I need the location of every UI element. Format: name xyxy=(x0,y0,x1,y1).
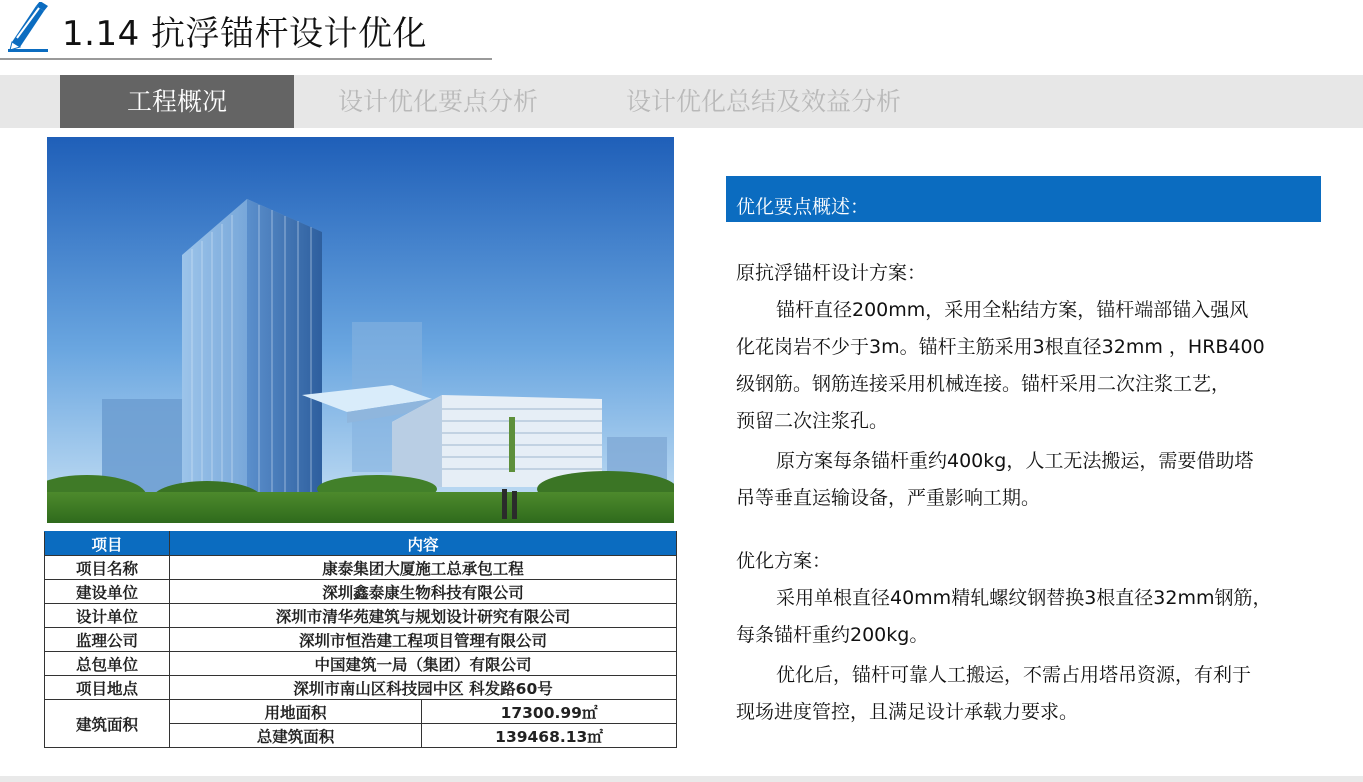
title-divider xyxy=(0,58,492,60)
area-item-value: 17300.99㎡ xyxy=(422,700,677,724)
row-label: 监理公司 xyxy=(45,628,170,652)
row-value: 深圳市南山区科技园中区 科发路60号 xyxy=(170,676,677,700)
table-row xyxy=(45,580,677,604)
row-label: 建设单位 xyxy=(45,580,170,604)
table-row xyxy=(45,676,677,700)
optimized-scheme-title: 优化方案： xyxy=(736,550,832,572)
paragraph-line: 吊等垂直运输设备，严重影响工期。 xyxy=(736,487,1041,509)
paragraph-line: 现场进度管控，且满足设计承载力要求。 xyxy=(736,701,1079,723)
paragraph-line: 每条锚杆重约200kg。 xyxy=(736,624,929,646)
area-item-name: 总建筑面积 xyxy=(170,724,422,748)
tab-optimization-analysis[interactable]: 设计优化要点分析 xyxy=(338,87,539,116)
tab-summary-benefits[interactable]: 设计优化总结及效益分析 xyxy=(626,87,902,116)
tab-project-overview[interactable]: 工程概况 xyxy=(60,75,294,128)
row-value: 中国建筑一局（集团）有限公司 xyxy=(170,652,677,676)
paragraph-line: 预留二次注浆孔。 xyxy=(736,410,889,432)
row-value: 康泰集团大厦施工总承包工程 xyxy=(170,556,677,580)
tab-bar xyxy=(0,75,1363,128)
table-header-row xyxy=(45,532,677,556)
table-header-item: 项目 xyxy=(45,532,170,556)
paragraph-line: 采用单根直径40mm精轧螺纹钢替换3根直径32mm钢筋， xyxy=(776,587,1272,609)
row-value: 深圳市清华苑建筑与规划设计研究有限公司 xyxy=(170,604,677,628)
row-label: 项目名称 xyxy=(45,556,170,580)
paragraph-line: 原方案每条锚杆重约400kg，人工无法搬运，需要借助塔 xyxy=(776,450,1254,472)
footer-divider xyxy=(0,776,1363,782)
row-label: 设计单位 xyxy=(45,604,170,628)
table-header-content: 内容 xyxy=(170,532,677,556)
paragraph-line: 级钢筋。钢筋连接采用机械连接。锚杆采用二次注浆工艺， xyxy=(736,373,1231,395)
row-value: 深圳鑫泰康生物科技有限公司 xyxy=(170,580,677,604)
table-row xyxy=(45,604,677,628)
pencil-icon xyxy=(6,2,50,52)
table-row xyxy=(45,628,677,652)
row-label: 项目地点 xyxy=(45,676,170,700)
project-info-table xyxy=(44,531,677,748)
row-value: 深圳市恒浩建工程项目管理有限公司 xyxy=(170,628,677,652)
paragraph-line: 化花岗岩不少于3m。锚杆主筋采用3根直径32mm ，HRB400 xyxy=(736,336,1265,358)
building-rendering-image xyxy=(47,137,674,523)
area-item-name: 用地面积 xyxy=(170,700,422,724)
paragraph-line: 优化后，锚杆可靠人工搬运，不需占用塔吊资源，有利于 xyxy=(776,664,1252,686)
table-row xyxy=(45,556,677,580)
page-title: 1.14 抗浮锚杆设计优化 xyxy=(62,14,428,54)
original-scheme-title: 原抗浮锚杆设计方案： xyxy=(736,262,927,284)
area-item-value: 139468.13㎡ xyxy=(422,724,677,748)
original-scheme-text xyxy=(736,255,1316,517)
summary-heading-bar: 优化要点概述： xyxy=(726,176,1321,222)
table-row xyxy=(45,652,677,676)
optimized-scheme-text xyxy=(736,543,1316,731)
row-label: 总包单位 xyxy=(45,652,170,676)
table-row xyxy=(45,700,677,724)
area-label: 建筑面积 xyxy=(45,700,170,748)
paragraph-line: 锚杆直径200mm，采用全粘结方案，锚杆端部锚入强风 xyxy=(776,299,1249,321)
